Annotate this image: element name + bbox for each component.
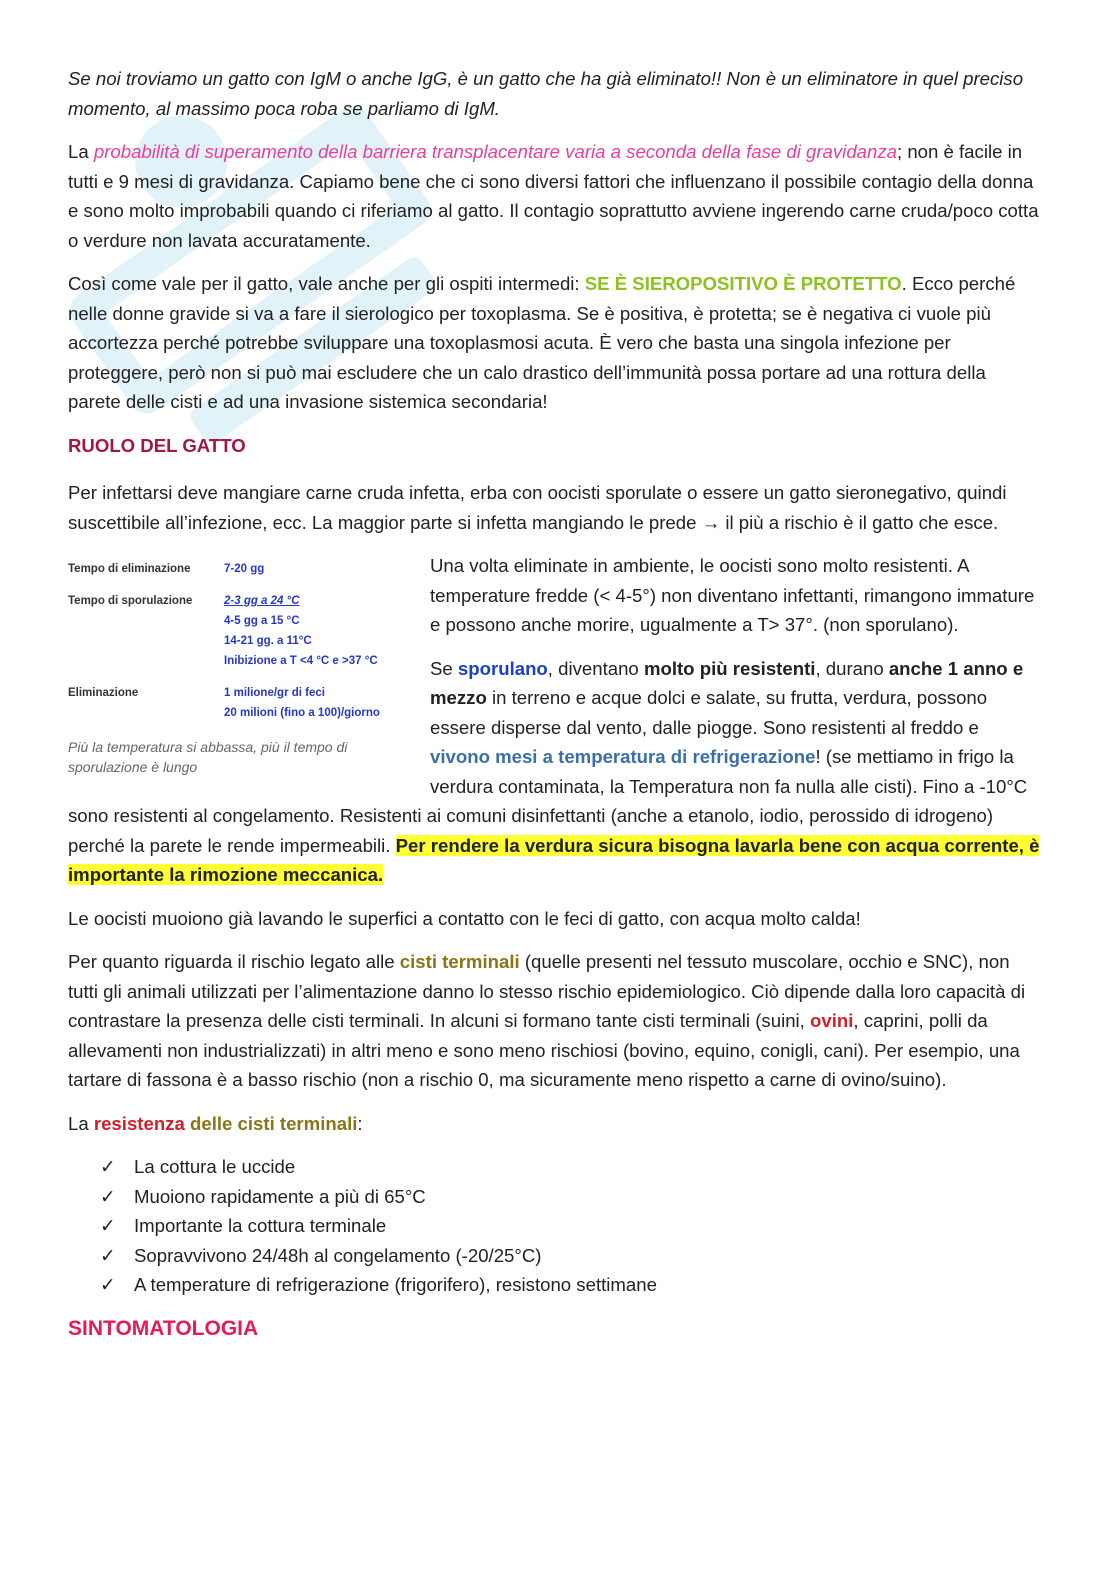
highlight-resistenza: resistenza — [93, 1112, 185, 1134]
oocyst-data-table — [68, 559, 414, 723]
checkmark-icon: ✓ — [100, 1274, 116, 1295]
table-value: 1 milione/gr di feci — [224, 687, 325, 699]
table-value: 14-21 gg. a 11°C — [224, 635, 312, 647]
paragraph-oocyst-resistance: Una volta eliminate in ambiente, le oocisti sono molto resistenti. A temperature fredde (< 4-5°) non diventano infettanti, rimangono immature e possono anche morire, ugualmente a T> 37°. (non sporulano). — [430, 555, 1035, 635]
paragraph-infection-route: Per infettarsi deve mangiare carne cruda infetta, erba con oocisti sporulate o essere un gatto sieronegativo, quindi suscettibile all’infezione, ecc. La maggior parte si infetta mangiando le prede → il più a rischio è il gatto che esce. — [68, 482, 1007, 533]
list-item: ✓ La cottura le uccide — [100, 1152, 1040, 1182]
table-value: Inibizione a T <4 °C e >37 °C — [224, 655, 378, 667]
table-row — [68, 591, 414, 671]
highlight-refrigeration: vivono mesi a temperatura di refrigerazione — [430, 746, 816, 767]
highlight-ovini: ovini — [810, 1010, 854, 1031]
list-item: ✓ Importante la cottura terminale — [100, 1211, 1040, 1241]
table-key: Eliminazione — [68, 687, 139, 699]
paragraph-transplacental: La probabilità di superamento della barriera transplacentare varia a seconda della fase di gravidanza; non è facile in tutti e 9 mesi di gravidanza. Capiamo bene che ci sono diversi fattori che influenzano il possibile contagio della donna e sono molto improbabili quando ci riferiamo al gatto. Il contagio soprattutto avviene ingerendo carne cruda/poco cotta o verdure non lavata accuratamente. — [68, 141, 1039, 251]
oocyst-table-figure — [68, 559, 414, 777]
highlight-cisti-terminali: cisti terminali — [399, 951, 520, 972]
table-row — [68, 559, 414, 579]
table-value: 20 milioni (fino a 100)/giorno — [224, 707, 380, 719]
list-item: ✓ Sopravvivono 24/48h al congelamento (-20/25°C) — [100, 1241, 1040, 1271]
highlight-probability: probabilità di superamento della barriera transplacentare varia a seconda della fase di gravidanza — [93, 141, 897, 162]
table-key: Tempo di sporulazione — [68, 595, 193, 607]
table-value: 2-3 gg a 24 °C — [224, 595, 300, 607]
highlight-wash-vegetables: Per rendere la verdura sicura bisogna lavarla bene con acqua corrente, è importante la rimozione meccanica. — [68, 834, 1040, 885]
table-value: 7-20 gg — [224, 563, 265, 575]
heading-sintomatologia: SINTOMATOLOGIA — [68, 1316, 259, 1340]
table-row — [68, 683, 414, 723]
paragraph-terminal-cysts: Per quanto riguarda il rischio legato alle cisti terminali (quelle presenti nel tessuto muscolare, occhio e SNC), non tutti gli animali utilizzati per l’alimentazione danno lo stesso rischio epidemiologico. Ciò dipende dalla loro capacità di contrastare la presenza delle cisti terminali. In alcuni si formano tante cisti terminali (suini, ovini, caprini, polli da allevamenti non industrializzati) in altri meno e sono meno rischiosi (bovino, equino, conigli, cani). Per esempio, una tartare di fassona è a basso rischio (non a rischio 0, ma sicuramente meno rispetto a carne di ovino/suino). — [68, 951, 1026, 1090]
resistance-checklist — [68, 1152, 1040, 1300]
list-item: ✓ Muoiono rapidamente a più di 65°C — [100, 1182, 1040, 1212]
paragraph-hot-water: Le oocisti muoiono già lavando le superfici a contatto con le feci di gatto, con acqua molto calda! — [68, 907, 861, 929]
table-value: 4-5 gg a 15 °C — [224, 615, 300, 627]
paragraph-sporulation: Se sporulano, diventano molto più resistenti, durano anche 1 anno e mezzo in terreno e acque dolci e salate, su frutta, verdura, possono essere disperse dal vento, dalle piogge. Sono resistenti al freddo e vivono mesi a temperatura di refrigerazione! (se mettiamo in frigo la verdura contaminata, la Temperatura non fa nulla alle cisti). Fino a -10°C sono resistenti al congelamento. Resistenti ai comuni disinfettanti (anche a etanolo, iodio, perossido di idrogeno) perché la parete le rende impermeabili. Per rendere la verdura sicura bisogna lavarla bene con acqua corrente, è importante la rimozione meccanica. — [68, 657, 1040, 885]
document-body — [68, 64, 1040, 1343]
highlight-sporulano: sporulano — [457, 657, 548, 679]
list-item: ✓ A temperature di refrigerazione (frigorifero), resistono settimane — [100, 1270, 1040, 1300]
checkmark-icon: ✓ — [100, 1156, 116, 1177]
heading-ruolo-del-gatto: RUOLO DEL GATTO — [68, 434, 246, 456]
checkmark-icon: ✓ — [100, 1215, 116, 1236]
table-caption: Più la temperatura si abbassa, più il tempo di sporulazione è lungo — [68, 739, 348, 775]
highlight-protected: SE È SIEROPOSITIVO È PROTETTO — [584, 273, 902, 294]
table-key: Tempo di eliminazione — [68, 563, 191, 575]
paragraph-resistance-intro: La resistenza delle cisti terminali: — [68, 1112, 363, 1134]
paragraph-seropositive: Così come vale per il gatto, vale anche per gli ospiti intermedi: SE È SIEROPOSITIVO È PROTETTO. Ecco perché nelle donne gravide si va a fare il sierologico per toxoplasma. Se è positiva, è protetta; se è negativa ci vuole più accortezza perché potrebbe sviluppare una toxoplasmosi acuta. È vero che basta una singola infezione per proteggere, però non si può mai escludere che un calo drastico dell’immunità possa portare ad una rottura della parete delle cisti e ad una invasione sistemica secondaria! — [68, 273, 1016, 412]
checkmark-icon: ✓ — [100, 1185, 116, 1207]
paragraph-igm-igg: Se noi troviamo un gatto con IgM o anche IgG, è un gatto che ha già eliminato!! Non è un eliminatore in quel preciso momento, al massimo poca roba se parliamo di IgM. — [68, 68, 1024, 119]
checkmark-icon: ✓ — [100, 1244, 116, 1266]
